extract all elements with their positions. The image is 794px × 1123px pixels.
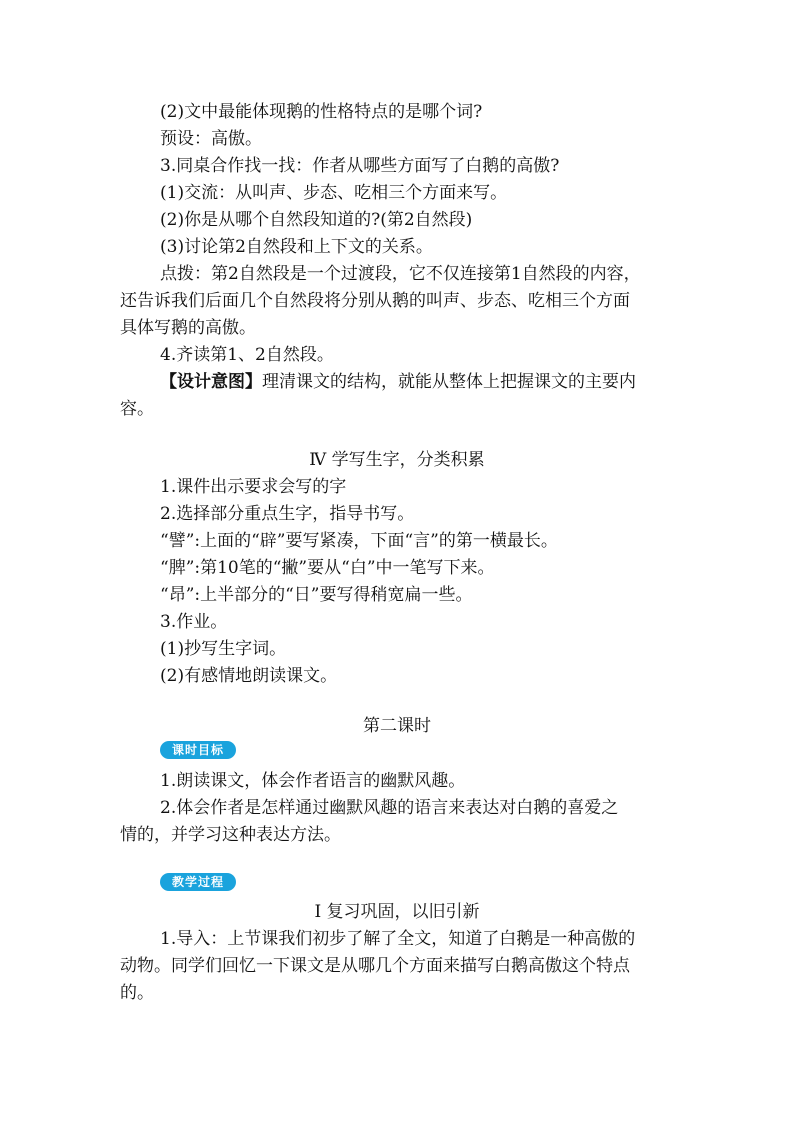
text-line: (1)交流：从叫声、步态、吃相三个方面来写。 xyxy=(160,183,508,203)
text-line: 情的，并学习这种表达方法。 xyxy=(120,825,341,845)
text-line: (2)文中最能体现鹅的性格特点的是哪个词? xyxy=(160,102,483,122)
text-line: 2.选择部分重点生字，指导书写。 xyxy=(160,504,415,524)
text-line: 3.作业。 xyxy=(160,612,228,632)
text-line: 具体写鹅的高傲。 xyxy=(120,318,256,338)
text-line: (2)你是从哪个自然段知道的?(第2自然段) xyxy=(160,210,473,230)
text-line: (3)讨论第2自然段和上下文的关系。 xyxy=(160,237,433,257)
text-line: 预设：高傲。 xyxy=(160,129,262,149)
text-line: 容。 xyxy=(120,399,154,419)
text-line: 3.同桌合作找一找：作者从哪些方面写了白鹅的高傲? xyxy=(160,156,560,176)
section-heading: Ⅳ 学写生字，分类积累 xyxy=(309,450,485,470)
text-line: (1)抄写生字词。 xyxy=(160,639,287,659)
text-line: “脾”:第10笔的“撇”要从“白”中一笔写下来。 xyxy=(160,558,495,578)
text-line: 还告诉我们后面几个自然段将分别从鹅的叫声、步态、吃相三个方面 xyxy=(120,291,630,311)
text-line: “昂”:上半部分的“日”要写得稍宽扁一些。 xyxy=(160,585,473,605)
design-intent-label: 【设计意图】 xyxy=(160,372,262,392)
text-line: 2.体会作者是怎样通过幽默风趣的语言来表达对白鹅的喜爱之 xyxy=(160,798,619,818)
text-line: 点拨：第2自然段是一个过渡段，它不仅连接第1自然段的内容， xyxy=(160,264,641,284)
lesson-title: 第二课时 xyxy=(363,716,431,736)
text-line: 1.导入：上节课我们初步了解了全文，知道了白鹅是一种高傲的 xyxy=(160,929,636,949)
text-line: 1.朗读课文，体会作者语言的幽默风趣。 xyxy=(160,771,466,791)
section-heading: Ⅰ 复习巩固，以旧引新 xyxy=(314,902,480,922)
text-line: 动物。同学们回忆一下课文是从哪几个方面来描写白鹅高傲这个特点 xyxy=(120,956,630,976)
text-line: 4.齐读第1、2自然段。 xyxy=(160,345,334,365)
goals-badge: 课时目标 xyxy=(160,741,236,759)
process-badge: 教学过程 xyxy=(160,873,236,891)
text-line: 1.课件出示要求会写的字 xyxy=(160,477,347,497)
text-line: (2)有感情地朗读课文。 xyxy=(160,666,338,686)
design-intent-line xyxy=(160,372,636,392)
design-intent-text: 理清课文的结构，就能从整体上把握课文的主要内 xyxy=(262,372,636,392)
text-line: “譬”:上面的“辟”要写紧凑，下面“言”的第一横最长。 xyxy=(160,531,558,551)
text-line: 的。 xyxy=(120,983,154,1003)
